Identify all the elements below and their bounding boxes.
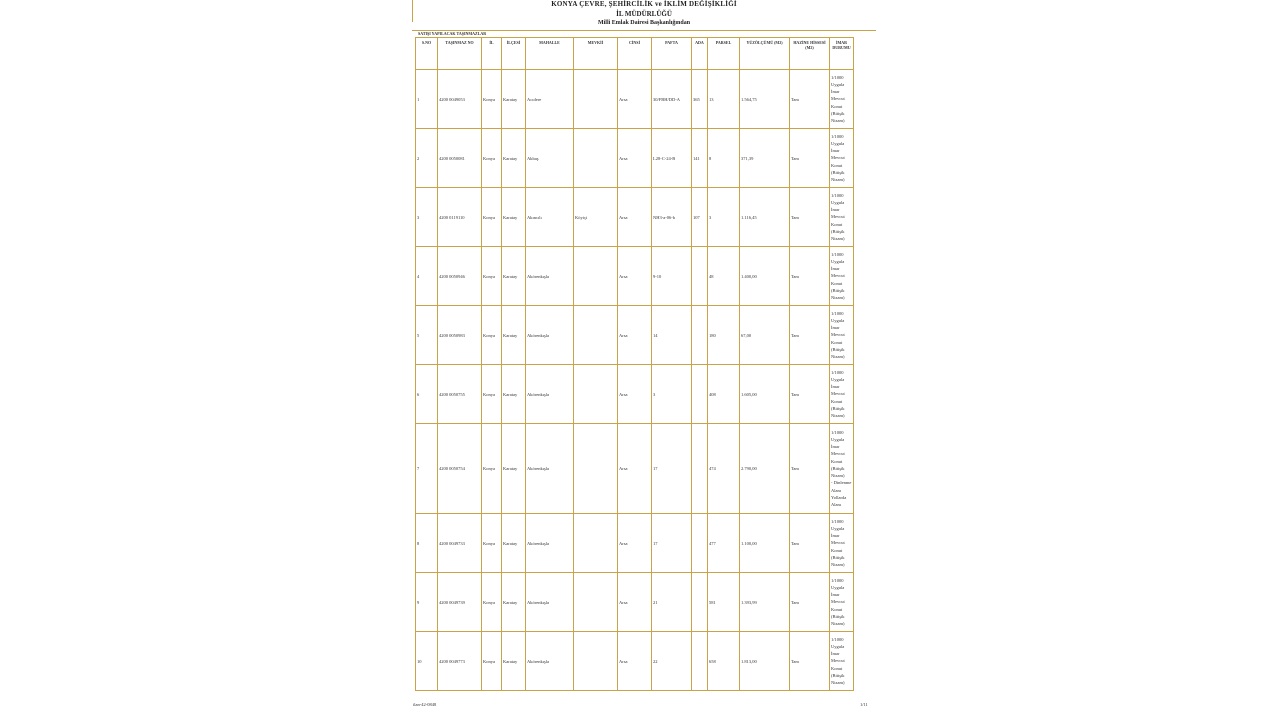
document-header [412, 0, 876, 30]
cell-tasinmaz: 4200 0049773 [438, 632, 482, 691]
cell-pafta: 17 [652, 424, 692, 514]
imar-line: Mevcut [831, 214, 845, 220]
cell-yuzolcum: 67,00 [740, 306, 790, 365]
cell-ada: 141 [692, 129, 708, 188]
cell-cins: Arsa [618, 188, 652, 247]
cell-mevki [574, 632, 618, 691]
table-row [416, 129, 854, 188]
col-header: İLÇESİ [502, 38, 526, 70]
cell-il: Konya [482, 514, 502, 573]
cell-sno: 2 [416, 129, 438, 188]
cell-mevki [574, 129, 618, 188]
cell-mahalle: Akörenkışla [526, 514, 574, 573]
imar-line: Alanı [831, 501, 841, 507]
imar-line: - Dinlenme [831, 480, 852, 486]
imar-line: Mevcut [831, 96, 845, 102]
cell-imar-durumu [830, 514, 854, 573]
imar-line: Mevcut [831, 332, 845, 338]
imar-line: Nizam) [831, 236, 845, 241]
header-line-3: Milli Emlak Dairesi Başkanlığından [597, 20, 691, 26]
imar-line: Mevcut [831, 273, 845, 279]
imar-line: Uygula [831, 258, 845, 264]
cell-hisse: Tam [790, 424, 830, 514]
cell-ada: 365 [692, 70, 708, 129]
table-row [416, 365, 854, 424]
cell-hisse: Tam [790, 632, 830, 691]
imar-line: Konut [831, 280, 843, 286]
table-row [416, 573, 854, 632]
cell-parsel: 581 [708, 573, 740, 632]
property-table [415, 37, 854, 691]
imar-line: Uygula [831, 525, 845, 531]
cell-parsel: 180 [708, 306, 740, 365]
cell-mevki [574, 573, 618, 632]
imar-line: (Bitişik [831, 672, 845, 678]
cell-yuzolcum: 1.813,00 [740, 632, 790, 691]
cell-yuzolcum: 371,39 [740, 129, 790, 188]
imar-line: Alanı [831, 487, 841, 493]
imar-line: Uygula [831, 199, 845, 205]
cell-mahalle: Akörenkışla [526, 247, 574, 306]
imar-line: Mevcut [831, 540, 845, 546]
cell-il: Konya [482, 306, 502, 365]
imar-line: (Bitişik [831, 554, 845, 560]
cell-hisse: Tam [790, 365, 830, 424]
cell-cins: Arsa [618, 424, 652, 514]
cell-il: Konya [482, 424, 502, 514]
imar-line: İmar [831, 89, 840, 95]
cell-sno: 3 [416, 188, 438, 247]
cell-hisse: Tam [790, 247, 830, 306]
cell-hisse: Tam [790, 188, 830, 247]
imar-line: Konut [831, 458, 843, 464]
cell-tasinmaz: 4200 0049053 [438, 70, 482, 129]
cell-ada [692, 365, 708, 424]
imar-line: 1/1000 [831, 192, 844, 198]
imar-line: (Bitişik [831, 110, 845, 116]
cell-sno: 6 [416, 365, 438, 424]
cell-mevki [574, 247, 618, 306]
imar-line: 1/1000 [831, 251, 844, 257]
cell-imar-durumu [830, 573, 854, 632]
cell-pafta: 14 [652, 306, 692, 365]
cell-sno: 1 [416, 70, 438, 129]
cell-mevki [574, 306, 618, 365]
cell-cins: Arsa [618, 514, 652, 573]
imar-line: Mevcut [831, 658, 845, 664]
cell-pafta: NH3-a-06-b [652, 188, 692, 247]
cell-ada [692, 573, 708, 632]
table-row [416, 632, 854, 691]
cell-tasinmaz: 4200 0049733 [438, 514, 482, 573]
imar-line: Konut [831, 339, 843, 345]
cell-mevki [574, 514, 618, 573]
col-header: MEVKİİ [574, 38, 618, 70]
col-header: TAŞINMAZ NO [438, 38, 482, 70]
imar-line: Nizam) [831, 118, 845, 123]
cell-ilce: Karatay [502, 129, 526, 188]
cell-sno: 8 [416, 514, 438, 573]
cell-imar-durumu [830, 306, 854, 365]
imar-line: Nizam) [831, 177, 845, 182]
cell-yuzolcum: 1.605,00 [740, 365, 790, 424]
cell-yuzolcum: 2.790,00 [740, 424, 790, 514]
page-number: 1/11 [860, 702, 868, 707]
col-header: İMAR DURUMU [830, 38, 854, 70]
cell-parsel: 474 [708, 424, 740, 514]
table-row [416, 424, 854, 514]
imar-line: Konut [831, 103, 843, 109]
cell-tasinmaz: 4200 0050081 [438, 129, 482, 188]
imar-line: İmar [831, 592, 840, 598]
cell-ilce: Karatay [502, 573, 526, 632]
cell-tasinmaz: 4200 0050755 [438, 365, 482, 424]
cell-imar-durumu [830, 632, 854, 691]
cell-parsel: 13 [708, 70, 740, 129]
imar-line: Mevcut [831, 391, 845, 397]
imar-line: (Bitişik [831, 169, 845, 175]
imar-line: 1/1000 [831, 74, 844, 80]
cell-pafta: 21 [652, 573, 692, 632]
cell-imar-durumu [830, 424, 854, 514]
cell-ilce: Karatay [502, 247, 526, 306]
imar-line: Mevcut [831, 451, 845, 457]
cell-ilce: Karatay [502, 188, 526, 247]
imar-line: İmar [831, 325, 840, 331]
table-row [416, 514, 854, 573]
table-row [416, 247, 854, 306]
cell-tasinmaz: 4200 0119110 [438, 188, 482, 247]
cell-cins: Arsa [618, 573, 652, 632]
col-header: ADA [692, 38, 708, 70]
imar-line: Mevcut [831, 599, 845, 605]
imar-line: Konut [831, 547, 843, 553]
imar-line: 1/1000 [831, 310, 844, 316]
cell-parsel: 477 [708, 514, 740, 573]
cell-pafta: 22 [652, 632, 692, 691]
imar-line: 1/1000 [831, 429, 844, 435]
header-line-1: KONYA ÇEVRE, ŞEHİRCİLİK ve İKLİM DEĞİŞİKLİĞİ [551, 0, 737, 8]
col-header: PARSEL [708, 38, 740, 70]
cell-mahalle: Acıdere [526, 70, 574, 129]
cell-ilce: Karatay [502, 632, 526, 691]
cell-imar-durumu [830, 247, 854, 306]
table-header-row [416, 38, 854, 70]
imar-line: (Bitişik [831, 613, 845, 619]
section-title: SATIŞI YAPILACAK TAŞINMAZLAR [418, 31, 487, 36]
imar-line: Uygula [831, 376, 845, 382]
cell-mahalle: Akıncılı [526, 188, 574, 247]
cell-parsel: 408 [708, 365, 740, 424]
imar-line: Yollarda [831, 494, 847, 500]
table-row [416, 188, 854, 247]
cell-imar-durumu [830, 365, 854, 424]
cell-ada [692, 514, 708, 573]
cell-sno: 4 [416, 247, 438, 306]
cell-hisse: Tam [790, 573, 830, 632]
cell-il: Konya [482, 247, 502, 306]
cell-imar-durumu [830, 70, 854, 129]
imar-line: İmar [831, 384, 840, 390]
col-header: HAZİNE HİSSESİ (M2) [790, 38, 830, 70]
col-header: PAFTA [652, 38, 692, 70]
imar-line: Uygula [831, 140, 845, 146]
cell-mevki [574, 70, 618, 129]
cell-mahalle: Akbaş [526, 129, 574, 188]
cell-mahalle: Akörenkışla [526, 632, 574, 691]
imar-line: 1/1000 [831, 518, 844, 524]
cell-ada [692, 306, 708, 365]
imar-line: 1/1000 [831, 369, 844, 375]
cell-cins: Arsa [618, 70, 652, 129]
cell-ilce: Karatay [502, 365, 526, 424]
cell-mahalle: Akörenkışla [526, 424, 574, 514]
cell-ada: 107 [692, 188, 708, 247]
col-header: MAHALLE [526, 38, 574, 70]
cell-il: Konya [482, 129, 502, 188]
cell-cins: Arsa [618, 632, 652, 691]
cell-parsel: 658 [708, 632, 740, 691]
header-line-2: İL MÜDÜRLÜĞÜ [616, 10, 672, 18]
cell-mahalle: Akörenkışla [526, 573, 574, 632]
cell-hisse: Tam [790, 306, 830, 365]
cell-tasinmaz: 4200 0050983 [438, 306, 482, 365]
cell-mevki [574, 424, 618, 514]
cell-yuzolcum: 1.564,75 [740, 70, 790, 129]
cell-ilce: Karatay [502, 424, 526, 514]
col-header: S.NO [416, 38, 438, 70]
cell-hisse: Tam [790, 70, 830, 129]
cell-tasinmaz: 4200 0050754 [438, 424, 482, 514]
cell-pafta: 3 [652, 365, 692, 424]
imar-line: Konut [831, 665, 843, 671]
imar-line: Konut [831, 606, 843, 612]
cell-ilce: Karatay [502, 514, 526, 573]
imar-line: Nizam) [831, 413, 845, 418]
cell-ilce: Karatay [502, 306, 526, 365]
cell-tasinmaz: 4200 0050946 [438, 247, 482, 306]
cell-pafta: 9-10 [652, 247, 692, 306]
imar-line: İmar [831, 533, 840, 539]
imar-line: Nizam) [831, 295, 845, 300]
imar-line: 1/1000 [831, 133, 844, 139]
cell-cins: Arsa [618, 129, 652, 188]
imar-line: Mevcut [831, 155, 845, 161]
cell-imar-durumu [830, 188, 854, 247]
cell-parsel: 8 [708, 129, 740, 188]
cell-yuzolcum: 1.393,99 [740, 573, 790, 632]
cell-yuzolcum: 1.400,00 [740, 247, 790, 306]
cell-il: Konya [482, 188, 502, 247]
cell-pafta: 17 [652, 514, 692, 573]
cell-il: Konya [482, 573, 502, 632]
cell-ada [692, 247, 708, 306]
col-header: CİNSİ [618, 38, 652, 70]
cell-pafta: L28-C-24-B [652, 129, 692, 188]
cell-yuzolcum: 1.100,00 [740, 514, 790, 573]
imar-line: (Bitişik [831, 465, 845, 471]
imar-line: İmar [831, 651, 840, 657]
imar-line: (Bitişik [831, 228, 845, 234]
cell-ada [692, 424, 708, 514]
cell-hisse: Tam [790, 129, 830, 188]
cell-mahalle: Akörenkışla [526, 365, 574, 424]
imar-line: Konut [831, 162, 843, 168]
cell-mahalle: Akörenkışla [526, 306, 574, 365]
cell-tasinmaz: 4200 0049739 [438, 573, 482, 632]
table-row [416, 306, 854, 365]
cell-yuzolcum: 1.116,45 [740, 188, 790, 247]
imar-line: Nizam) [831, 354, 845, 359]
imar-line: (Bitişik [831, 346, 845, 352]
imar-line: Uygula [831, 643, 845, 649]
cell-cins: Arsa [618, 306, 652, 365]
cell-imar-durumu [830, 129, 854, 188]
imar-line: Nizam) [831, 473, 845, 479]
cell-hisse: Tam [790, 514, 830, 573]
footer-code: ilan-42-0848 [413, 702, 437, 707]
cell-mevki [574, 365, 618, 424]
imar-line: 1/1000 [831, 577, 844, 583]
cell-sno: 5 [416, 306, 438, 365]
cell-parsel: 48 [708, 247, 740, 306]
imar-line: İmar [831, 266, 840, 272]
cell-il: Konya [482, 365, 502, 424]
cell-mevki: Köyiçi [574, 188, 618, 247]
imar-line: Nizam) [831, 621, 845, 626]
cell-parsel: 3 [708, 188, 740, 247]
imar-line: İmar [831, 148, 840, 154]
imar-line: Konut [831, 221, 843, 227]
cell-il: Konya [482, 632, 502, 691]
imar-line: Uygula [831, 584, 845, 590]
imar-line: Uygula [831, 317, 845, 323]
imar-line: İmar [831, 207, 840, 213]
cell-il: Konya [482, 70, 502, 129]
cell-sno: 7 [416, 424, 438, 514]
col-header: İL [482, 38, 502, 70]
cell-cins: Arsa [618, 247, 652, 306]
imar-line: İmar [831, 444, 840, 450]
col-header: YÜZÖLÇÜMÜ (M2) [740, 38, 790, 70]
cell-sno: 10 [416, 632, 438, 691]
cell-ada [692, 632, 708, 691]
imar-line: Uygula [831, 437, 845, 443]
table-row [416, 70, 854, 129]
cell-ilce: Karatay [502, 70, 526, 129]
imar-line: (Bitişik [831, 405, 845, 411]
imar-line: 1/1000 [831, 636, 844, 642]
cell-pafta: 30/FBH/DD-A [652, 70, 692, 129]
imar-line: Konut [831, 398, 843, 404]
cell-cins: Arsa [618, 365, 652, 424]
imar-line: Uygula [831, 81, 845, 87]
cell-sno: 9 [416, 573, 438, 632]
imar-line: Nizam) [831, 562, 845, 567]
imar-line: (Bitişik [831, 287, 845, 293]
imar-line: Nizam) [831, 680, 845, 685]
